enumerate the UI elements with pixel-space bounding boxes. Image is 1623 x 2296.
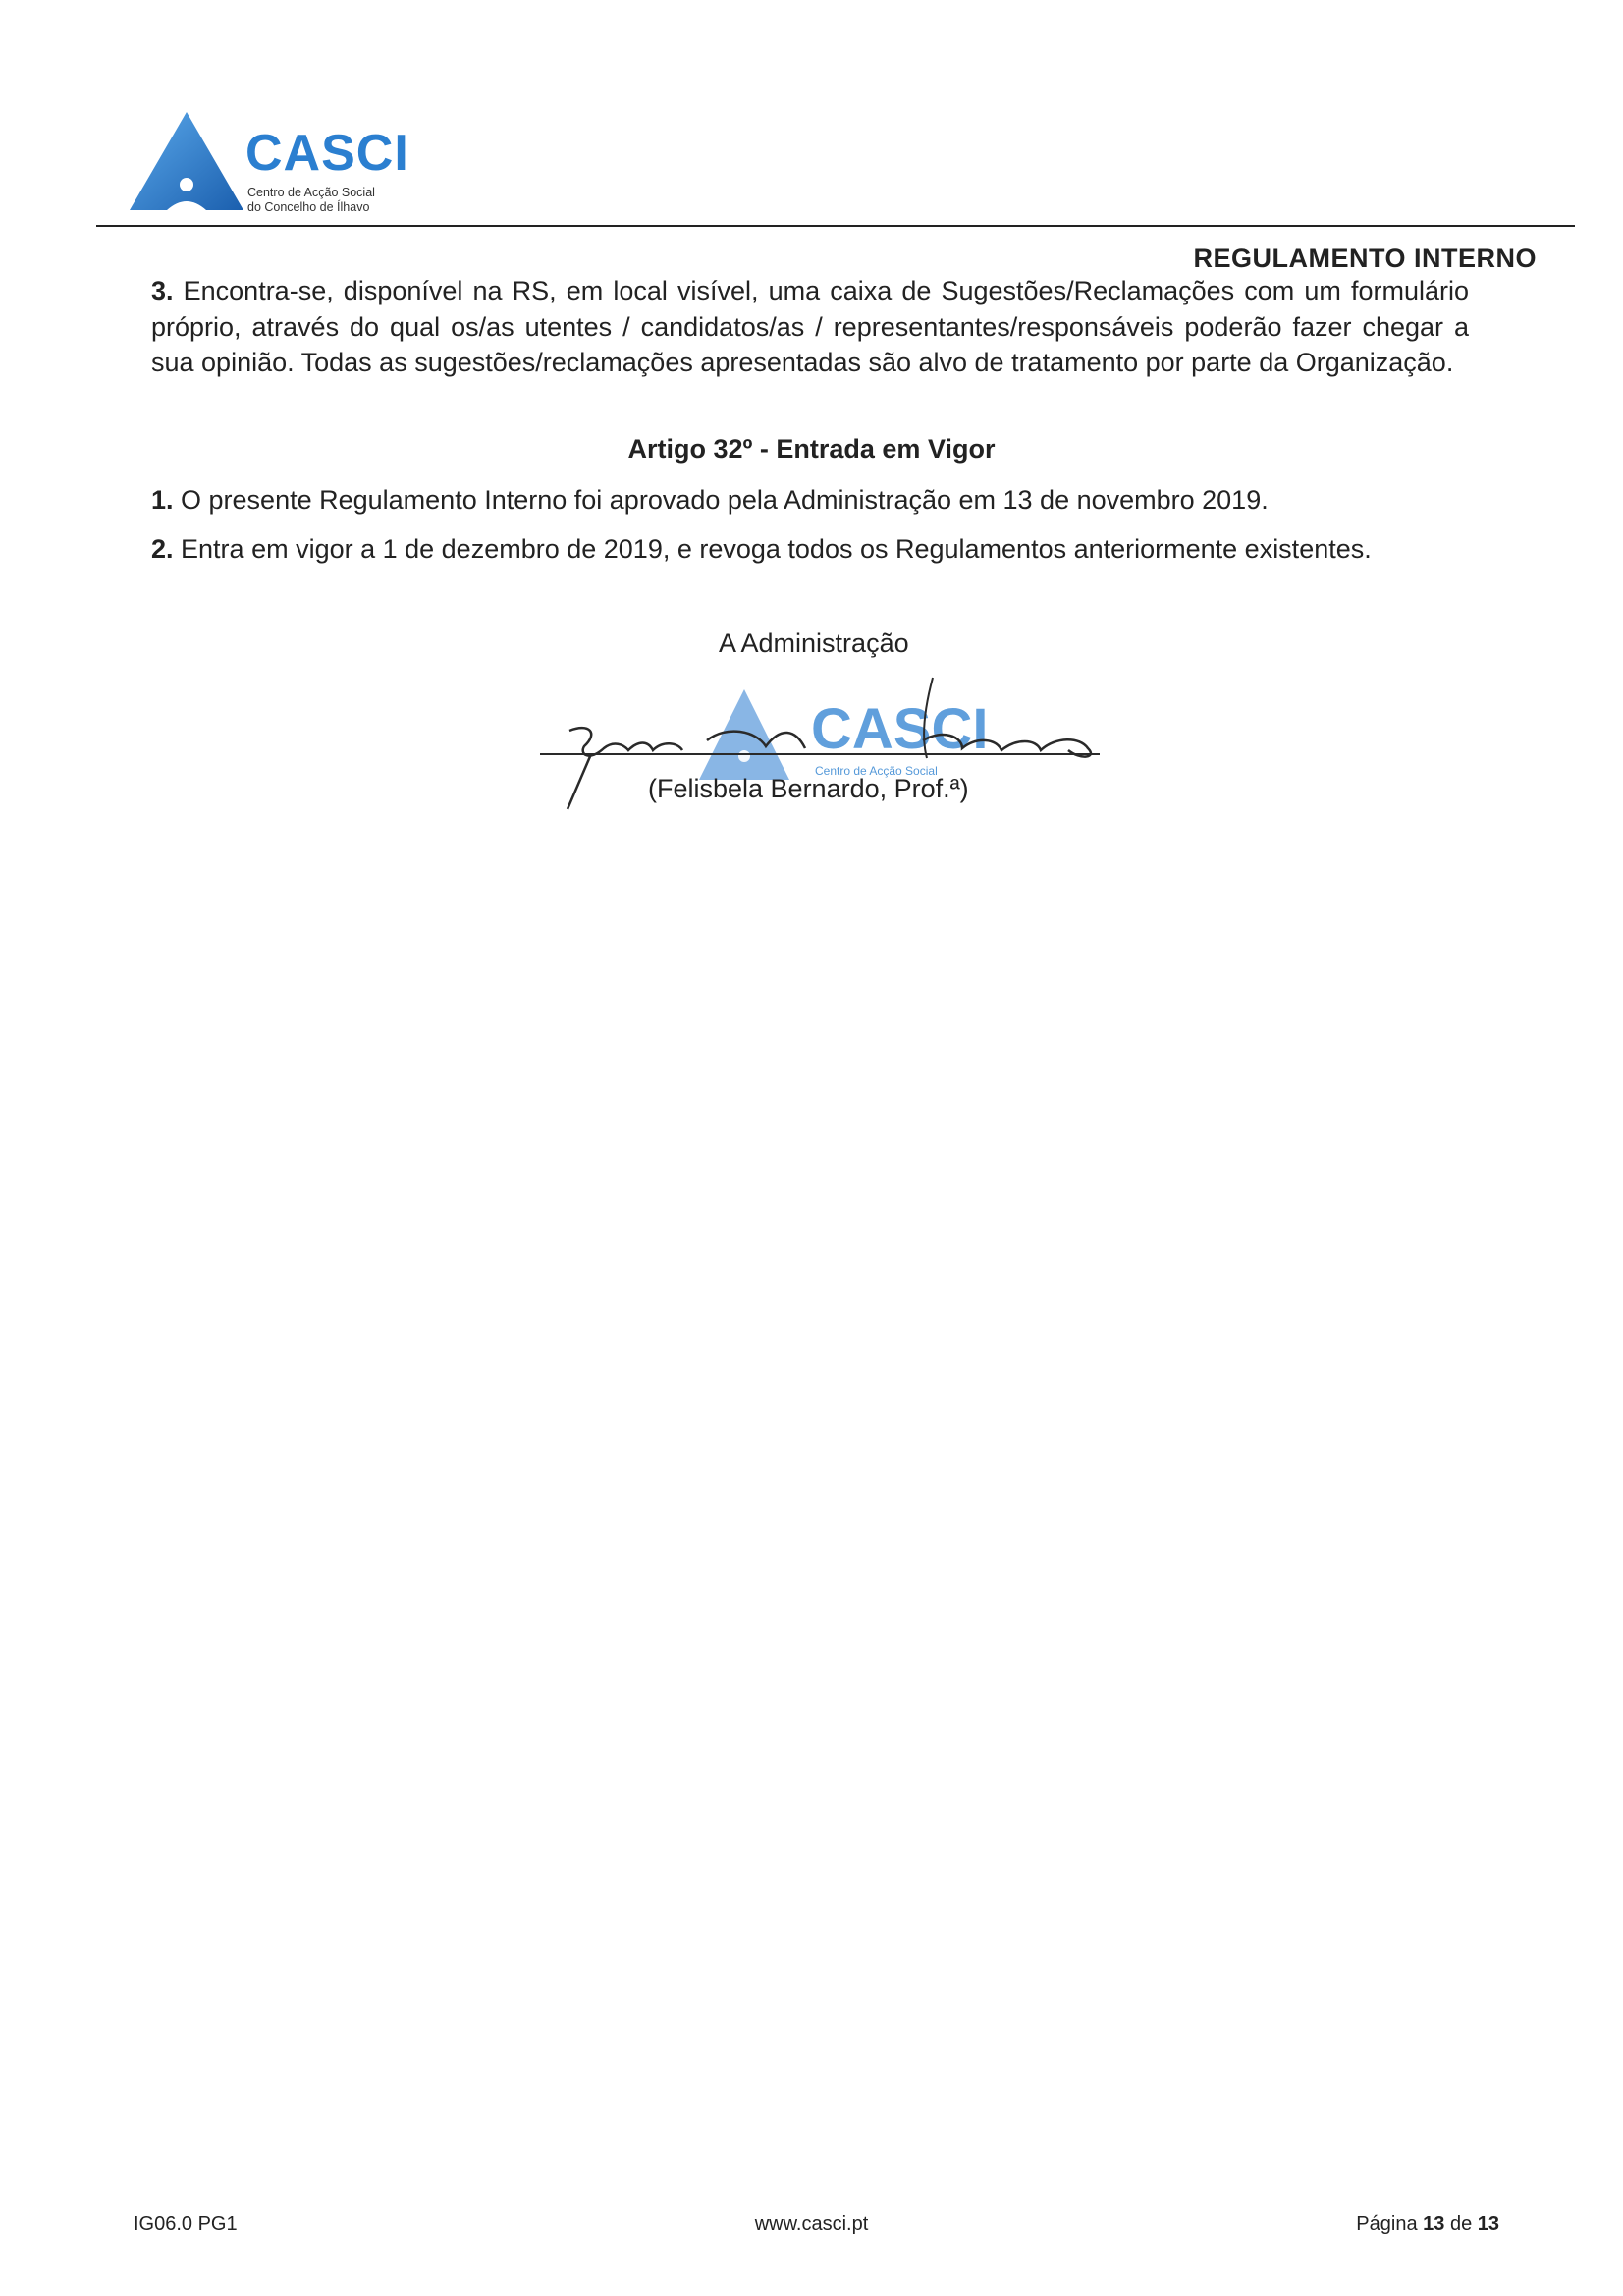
paragraph-3-number: 3. (151, 276, 174, 305)
signatory-name: (Felisbela Bernardo, Prof.ª) (648, 774, 969, 803)
footer-website: www.casci.pt (754, 2214, 869, 2235)
article-heading: Artigo 32º - Entrada em Vigor (627, 434, 996, 464)
footer-page-number (1356, 2214, 1499, 2236)
article-item-2-text: Entra em vigor a 1 de dezembro de 2019, e revoga todos os Regulamentos anteriormente existentes. (173, 534, 1372, 564)
page-total: 13 (1477, 2214, 1499, 2235)
article-item-1-text: O presente Regulamento Interno foi aprovado pela Administração em 13 de novembro 2019. (173, 485, 1269, 515)
logo-name: CASCI (245, 125, 409, 182)
logo-subtitle-line2: do Concelho de Ílhavo (247, 200, 370, 214)
casci-logo-icon (128, 110, 245, 212)
article-item-2 (151, 534, 1372, 565)
article-item-1-number: 1. (151, 485, 174, 515)
signature-label: A Administração (719, 629, 909, 658)
article-item-1 (151, 485, 1269, 516)
header-logo (128, 110, 422, 218)
page-current: 13 (1423, 2214, 1445, 2235)
logo-subtitle-line1: Centro de Acção Social (247, 186, 375, 199)
page-mid: de (1444, 2214, 1478, 2235)
stamp-subtitle: Centro de Acção Social (815, 764, 938, 778)
logo-subtitle (247, 186, 375, 215)
page-prefix: Página (1356, 2214, 1424, 2235)
header-divider (96, 225, 1575, 227)
paragraph-3-text: Encontra-se, disponível na RS, em local visível, uma caixa de Sugestões/Reclamações com um formulário próprio, através do qual os/as utentes / candidatos/as / representantes/responsáveis poderão fazer chegar a sua opinião. Todas as sugestões/reclamações apresentadas são alvo de tratamento por parte da Organização. (151, 276, 1469, 377)
document-title: REGULAMENTO INTERNO (1193, 244, 1537, 273)
footer-document-code: IG06.0 PG1 (134, 2214, 238, 2235)
paragraph-3 (151, 273, 1469, 381)
article-item-2-number: 2. (151, 534, 174, 564)
stamp-name: CASCI (811, 697, 989, 761)
